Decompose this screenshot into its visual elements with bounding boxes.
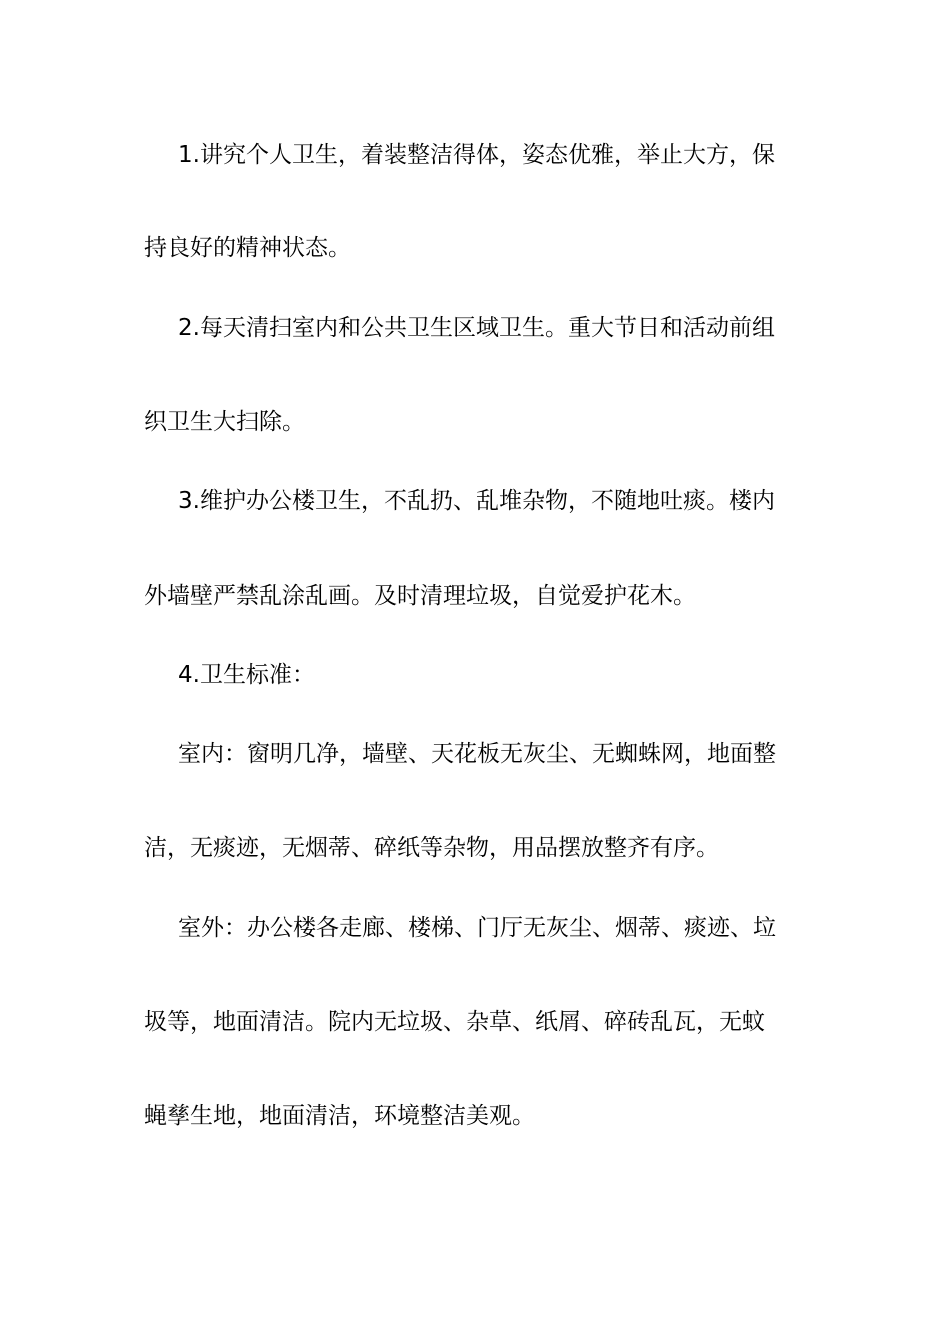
paragraph-2-line-2: 织卫生大扫除。 — [144, 409, 305, 435]
paragraph-3-line-2: 外墙壁严禁乱涂乱画。及时清理垃圾，自觉爱护花木。 — [144, 583, 696, 609]
paragraph-6-line-2: 圾等，地面清洁。院内无垃圾、杂草、纸屑、碎砖乱瓦，无蚊 — [144, 1009, 765, 1035]
paragraph-3-line-1: 3.维护办公楼卫生，不乱扔、乱堆杂物，不随地吐痰。楼内 — [178, 488, 775, 514]
paragraph-1-line-1: 1.讲究个人卫生，着装整洁得体，姿态优雅，举止大方，保 — [178, 142, 775, 168]
paragraph-6-line-3: 蝇孳生地，地面清洁，环境整洁美观。 — [144, 1103, 535, 1129]
paragraph-6-line-1: 室外：办公楼各走廊、楼梯、门厅无灰尘、烟蒂、痰迹、垃 — [178, 915, 776, 941]
paragraph-1-line-2: 持良好的精神状态。 — [144, 235, 351, 261]
paragraph-2-line-1: 2.每天清扫室内和公共卫生区域卫生。重大节日和活动前组 — [178, 315, 775, 341]
paragraph-5-line-1: 室内：窗明几净，墙壁、天花板无灰尘、无蜘蛛网，地面整 — [178, 741, 776, 767]
paragraph-5-line-2: 洁，无痰迹，无烟蒂、碎纸等杂物，用品摆放整齐有序。 — [144, 835, 719, 861]
paragraph-4-line-1: 4.卫生标准： — [178, 662, 315, 688]
